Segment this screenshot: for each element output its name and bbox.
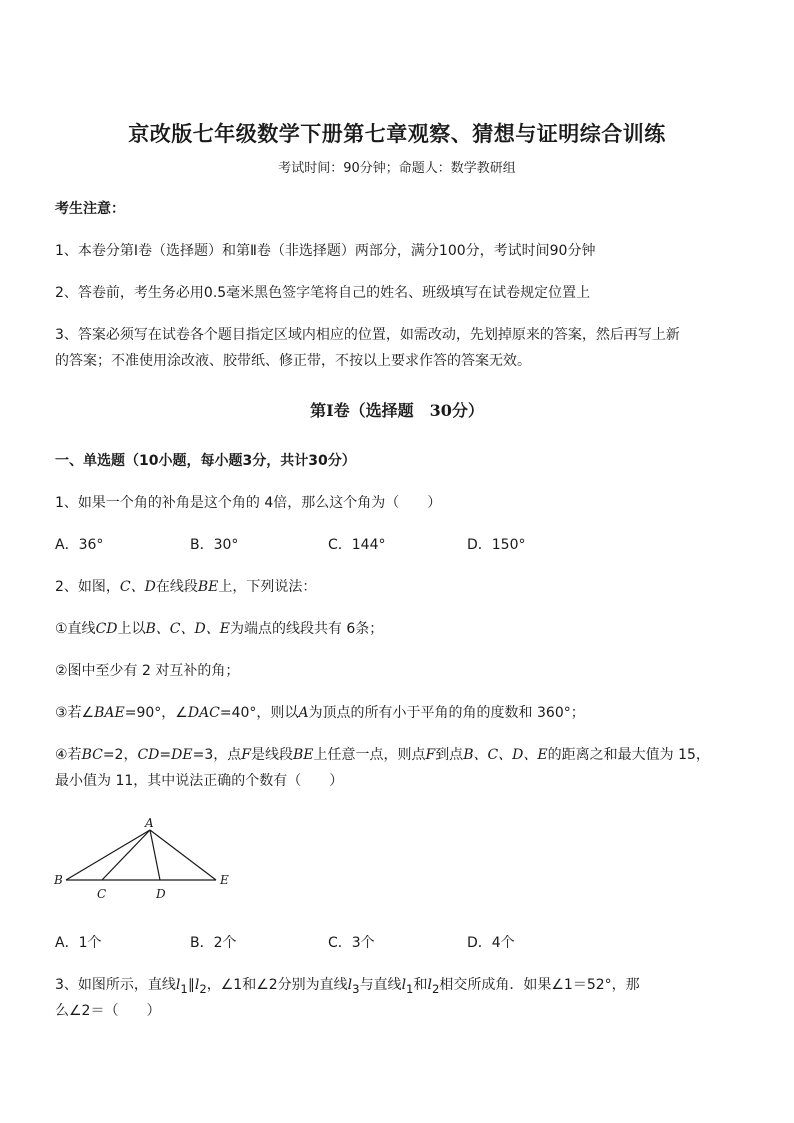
q2-option-a: A．1个 [55,935,102,951]
question-2-stem [55,574,316,600]
q2-statement-1 [55,616,383,642]
q3-sub2b: 2 [431,981,440,996]
q1-option-a: A．36° [55,537,104,553]
q2-seg: BE [197,579,219,595]
label-c: C [97,887,107,901]
q2-s4-a: ④若 [55,747,82,763]
q3-l1b: l [401,977,407,993]
q3-l2: l [194,977,200,993]
question-1-stem: 1、如果一个角的补角是这个角的 4倍，那么这个角为（ ） [55,495,442,511]
q3-e: 相交所成角．如果∠1＝52°，那 [439,977,640,993]
q2-statement-4-cont: 最小值为 11，其中说法正确的个数有（ ） [55,773,344,789]
q3-b: ，∠1和∠2分别为直线 [206,977,348,993]
label-a: A [145,816,154,830]
q2-s4-bc: BC [81,747,103,763]
q1-option-b: B．30° [190,537,239,553]
segment-ab [66,830,150,880]
q2-s3-A: A [298,705,309,721]
q2-s4-de: DE [171,747,193,763]
q2-s1-b: 上以 [117,621,146,637]
notice-heading: 考生注意： [55,201,125,217]
q3-l2b: l [427,977,432,993]
q3-c: 与直线 [359,977,402,993]
segment-ad [150,830,160,880]
q2-s4-pts: B、C、D、E [463,747,548,763]
q2-s4-F: F [425,747,436,763]
notice-item-1: 1、本卷分第Ⅰ卷（选择题）和第Ⅱ卷（非选择题）两部分，满分100分，考试时间90分钟 [55,243,596,259]
label-d: D [156,887,166,901]
q2-s1-cd: CD [95,621,118,637]
q2-statement-4 [55,742,710,768]
q2-s4-cd: CD [137,747,160,763]
q2-vars: C、D [119,579,156,595]
q2-s1-a: ①直线 [55,621,96,637]
q3-sub2: 2 [199,981,207,996]
q2-s3-a: ③若∠ [55,705,95,721]
q3-sub1: 1 [180,981,188,996]
q2-s4-d: =3，点 [192,747,242,763]
q2-s4-f2: 上任意一点，则点 [313,747,426,763]
q3-sub1b: 1 [406,981,414,996]
q2-s4-g: 到点 [435,747,464,763]
q2-s4-be: BE [292,747,314,763]
q2-statement-3 [55,700,585,726]
q2-s1-c: 为端点的线段共有 6条； [229,621,384,637]
q2-s4-c: = [159,747,172,763]
q1-option-c: C．144° [328,537,386,553]
q3-l3: l [347,977,353,993]
q1-option-d: D．150° [467,537,526,553]
notice-item-3: 3、答案必须写在试卷各个题目指定区域内相应的位置，如需改动，先划掉原来的答案，然后再写上新 [55,327,680,343]
section-title: 第Ⅰ卷（选择题 30分） [310,401,484,420]
q2-s4-e: 是线段 [250,747,293,763]
q2-s3-bae: BAE [94,705,125,721]
q2-s4-b: =2， [102,747,138,763]
q2-option-d: D．4个 [467,935,515,951]
q2-s1-pts: B、C、D、E [145,621,230,637]
q3-l1: l [175,977,181,993]
q2-s4-f: F [241,747,251,763]
triangle-figure [50,814,240,904]
q3-par: ∥ [187,977,195,993]
q3-d: 和 [413,977,428,993]
q2-statement-2: ②图中至少有 2 对互补的角； [55,663,240,679]
q2-s3-d: 为顶点的所有小于平角的角的度数和 360°； [308,705,585,721]
exam-info: 考试时间：90分钟；命题人：数学教研组 [278,161,516,176]
q2-option-b: B．2个 [190,935,237,951]
q2-s3-c: =40°，则以 [219,705,299,721]
q2-suffix: 上，下列说法： [218,579,317,595]
q2-mid: 在线段 [155,579,198,595]
segment-ae [150,830,216,880]
notice-item-3-cont: 的答案；不准使用涂改液、胶带纸、修正带，不按以上要求作答的答案无效。 [55,353,531,369]
q2-s3-dac: DAC [187,705,220,721]
notice-item-2: 2、答卷前，考生务必用0.5毫米黑色签字笔将自己的姓名、班级填写在试卷规定位置上 [55,285,591,301]
label-e: E [220,873,229,887]
part-heading: 一、单选题（10小题，每小题3分，共计30分） [55,453,356,469]
q2-s4-h: 的距离之和最大值为 15， [547,747,710,763]
q3-a: 3、如图所示，直线 [55,977,176,993]
q2-s3-b: =90°，∠ [124,705,188,721]
segment-ac [102,830,150,880]
label-b: B [54,873,63,887]
q2-option-c: C．3个 [328,935,375,951]
page-title: 京改版七年级数学下册第七章观察、猜想与证明综合训练 [128,121,666,146]
q2-prefix: 2、如图， [55,579,120,595]
question-3-stem-cont: 么∠2＝（ ） [55,1003,161,1019]
q3-sub3: 3 [352,981,360,996]
